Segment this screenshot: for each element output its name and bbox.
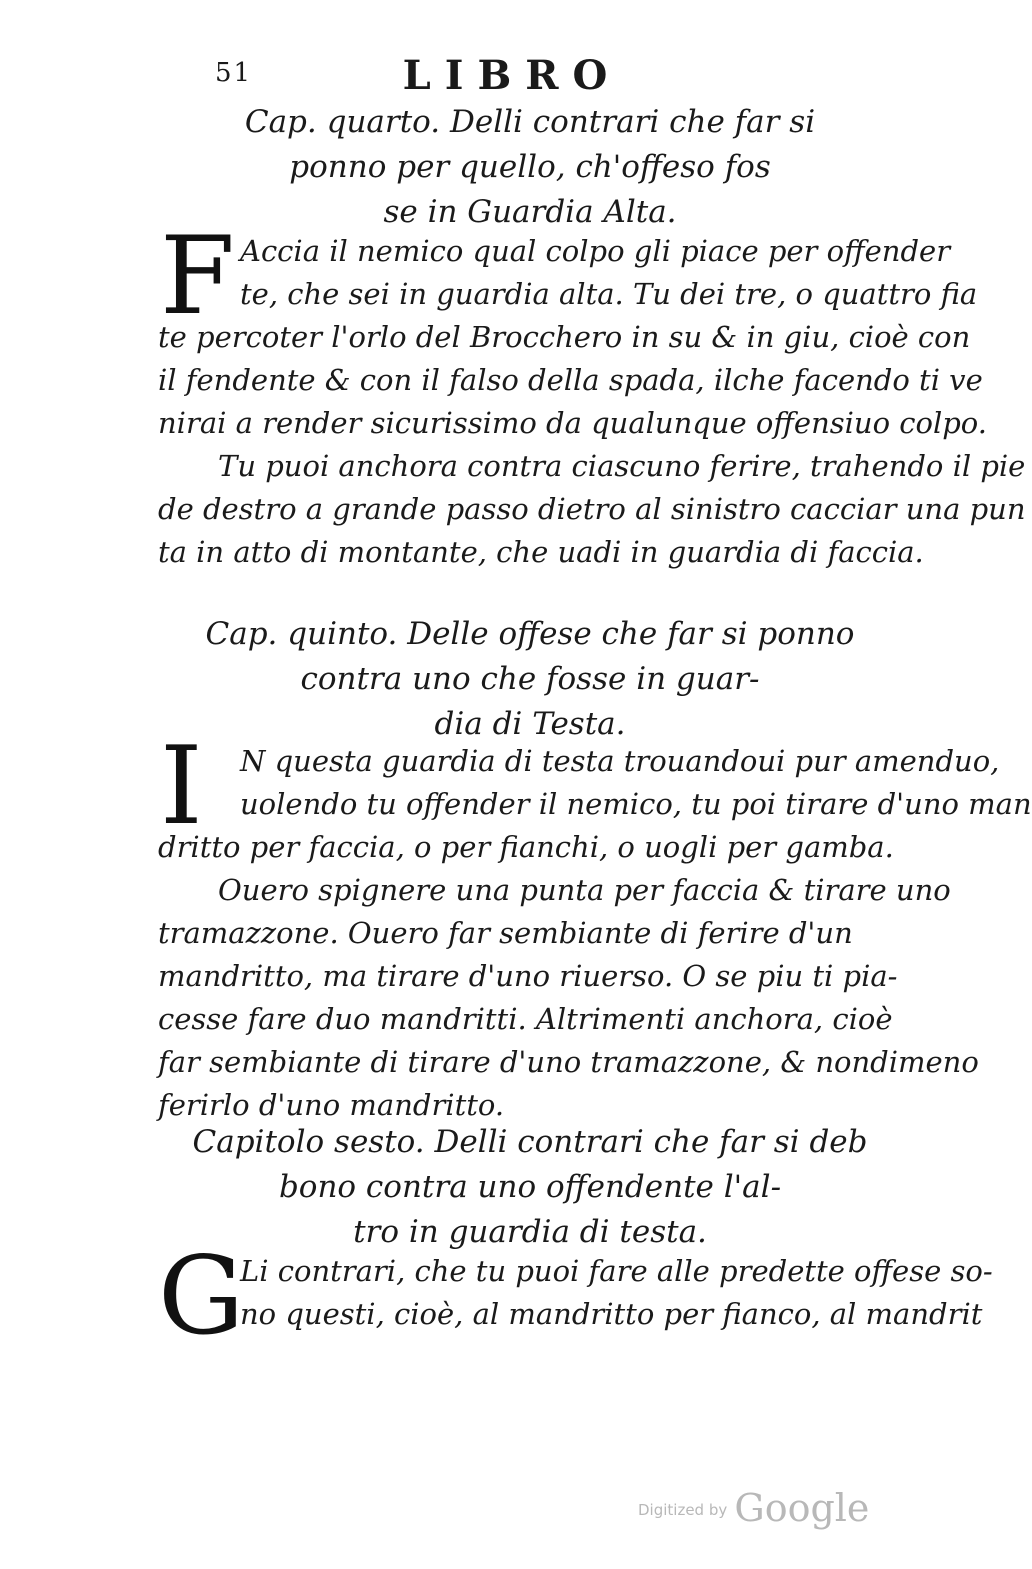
heading-line: se in Guardia Alta. <box>383 194 677 230</box>
text-line: Li contrari, che tu puoi fare alle predette offese so- <box>240 1254 993 1288</box>
heading-line: dia di Testa. <box>434 706 626 742</box>
text-line: de destro a grande passo dietro al sinistro cacciar una pun <box>158 492 1026 526</box>
heading-line: bono contra uno offendente l'al- <box>278 1169 782 1205</box>
chapter-heading-quarto <box>180 100 880 235</box>
text-line: ferirlo d'uno mandritto. <box>158 1088 505 1122</box>
text-line: mandritto, ma tirare d'uno riuerso. O se piu ti pia- <box>158 959 898 993</box>
heading-line: ponno per quello, ch'offeso fos <box>289 149 771 185</box>
page-number: 51 <box>215 58 253 88</box>
heading-line: contra uno che fosse in guar- <box>300 661 760 697</box>
chapter-heading-sesto <box>180 1120 880 1255</box>
watermark-prefix: Digitized by <box>638 1501 728 1519</box>
text-line: N questa guardia di testa trouandoui pur amenduo, <box>240 744 1000 778</box>
text-line: te, che sei in guardia alta. Tu dei tre, o quattro fia <box>240 277 978 311</box>
chapter-body-sesto <box>158 1250 993 1336</box>
text-line: ta in atto di montante, che uadi in guardia di faccia. <box>158 535 924 569</box>
text-line: tramazzone. Ouero far sembiante di ferire d'un <box>158 916 853 950</box>
heading-line: Cap. quinto. Delle offese che far si ponno <box>205 616 855 652</box>
text-line: uolendo tu offender il nemico, tu poi tirare d'uno man <box>240 787 1032 821</box>
watermark-brand: Google <box>734 1486 870 1530</box>
text-line: Ouero spignere una punta per faccia & tirare uno <box>218 873 951 907</box>
text-line: il fendente & con il falso della spada, ilche facendo ti ve <box>158 363 983 397</box>
heading-line: Cap. quarto. Delli contrari che far si <box>244 104 816 140</box>
heading-line: tro in guardia di testa. <box>353 1214 707 1250</box>
drop-cap: G <box>158 1234 245 1359</box>
text-line: cesse fare duo mandritti. Altrimenti anchora, cioè <box>158 1002 893 1036</box>
drop-cap: F <box>160 214 235 339</box>
text-line: nirai a render sicurissimo da qualunque offensiuo colpo. <box>158 406 987 440</box>
chapter-heading-quinto <box>180 612 880 747</box>
text-line: far sembiante di tirare d'uno tramazzone, & nondimeno <box>158 1045 979 1079</box>
chapter-body-quarto <box>158 214 1026 574</box>
chapter-body-quinto <box>158 724 1032 1127</box>
text-line: Accia il nemico qual colpo gli piace per offender <box>240 234 951 268</box>
text-line: no questi, cioè, al mandritto per fianco, al mandrit <box>240 1297 983 1331</box>
running-head: LIBRO <box>402 52 622 99</box>
drop-cap: I <box>160 724 203 849</box>
google-watermark <box>638 1486 869 1530</box>
text-line: te percoter l'orlo del Brocchero in su & in giu, cioè con <box>158 320 971 354</box>
heading-line: Capitolo sesto. Delli contrari che far si deb <box>192 1124 868 1160</box>
text-line: Tu puoi anchora contra ciascuno ferire, trahendo il pie <box>218 449 1026 483</box>
text-line: dritto per faccia, o per fianchi, o uogli per gamba. <box>158 830 894 864</box>
